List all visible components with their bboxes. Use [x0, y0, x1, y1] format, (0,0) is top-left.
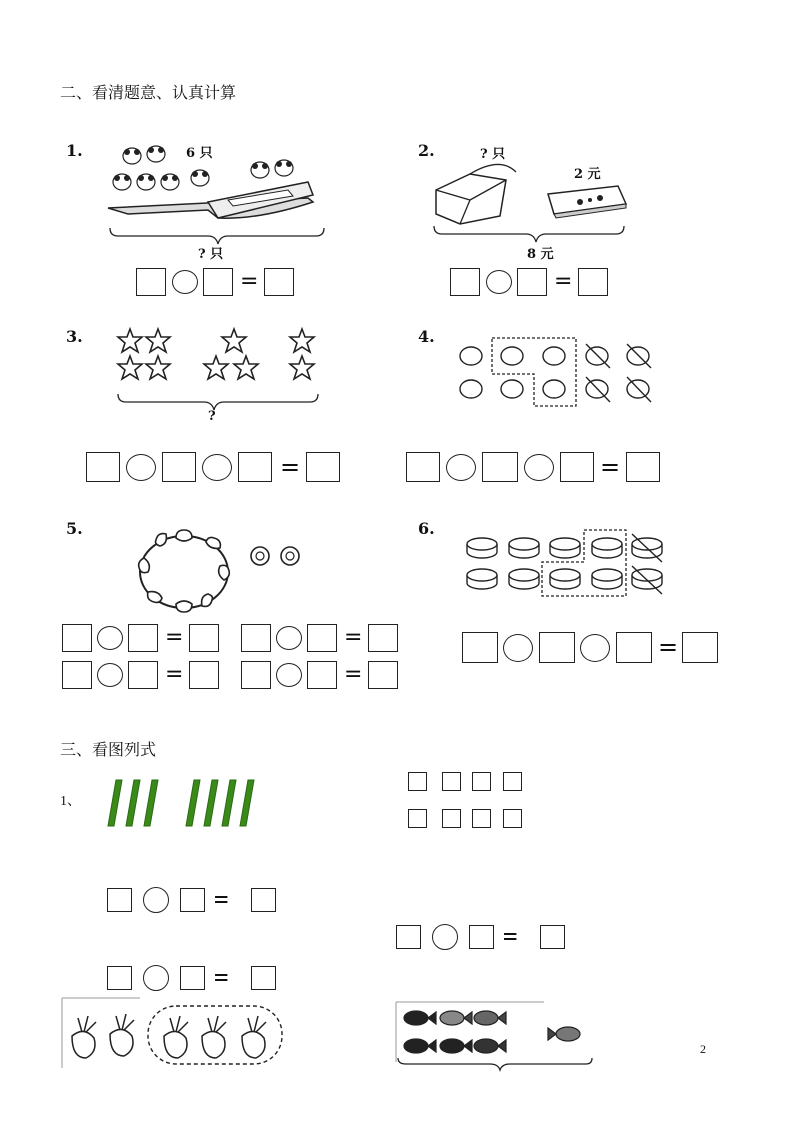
- answer-box[interactable]: [306, 452, 340, 482]
- star-icon: [146, 329, 170, 352]
- question-3-number: 3.: [66, 327, 83, 346]
- operator-circle[interactable]: [276, 663, 302, 687]
- circle-icon: [543, 380, 565, 398]
- stick-icon: [222, 780, 236, 826]
- stick-icon: [186, 780, 200, 826]
- operator-circle[interactable]: [446, 454, 476, 481]
- sticks-picture: [100, 778, 270, 830]
- answer-box[interactable]: [136, 268, 166, 296]
- question-5-number: 5.: [66, 519, 83, 538]
- circle-icon: [460, 380, 482, 398]
- answer-box[interactable]: [238, 452, 272, 482]
- answer-box[interactable]: [264, 268, 294, 296]
- equals-sign: =: [280, 453, 301, 481]
- equals-sign: =: [240, 269, 259, 294]
- q2-box-label: 2 元: [574, 167, 601, 182]
- necklace-picture: [134, 528, 314, 618]
- answer-box[interactable]: [368, 661, 398, 689]
- coin-stack-icon: [632, 569, 662, 589]
- answer-box[interactable]: [203, 268, 233, 296]
- operator-circle[interactable]: [432, 924, 458, 950]
- coin-stack-icon: [550, 569, 580, 589]
- square-icon: [442, 772, 461, 791]
- operator-circle[interactable]: [580, 634, 610, 662]
- coin-stack-icon: [550, 538, 580, 558]
- answer-box[interactable]: [162, 452, 196, 482]
- answer-box[interactable]: [682, 632, 718, 663]
- circle-icon: [501, 380, 523, 398]
- fish-icon: [474, 1039, 506, 1053]
- answer-box[interactable]: [128, 624, 158, 652]
- coin-stack-icon: [592, 569, 622, 589]
- q2-bottom-label: 8 元: [527, 247, 554, 262]
- coin-stack-icon: [592, 538, 622, 558]
- operator-circle[interactable]: [126, 454, 156, 481]
- coin-stack-icon: [467, 538, 497, 558]
- coin-stack-icon: [509, 569, 539, 589]
- question-6-number: 6.: [418, 519, 435, 538]
- star-icon: [118, 356, 142, 379]
- answer-box[interactable]: [368, 624, 398, 652]
- answer-box[interactable]: [450, 268, 480, 296]
- answer-box[interactable]: [560, 452, 594, 482]
- stick-icon: [204, 780, 218, 826]
- question-2-number: 2.: [418, 141, 435, 160]
- equals-sign: =: [344, 662, 363, 687]
- stick-icon: [108, 780, 122, 826]
- star-icon: [290, 356, 314, 379]
- answer-box[interactable]: [307, 624, 337, 652]
- coin-stack-icon: [467, 569, 497, 589]
- answer-box[interactable]: [540, 925, 565, 949]
- star-icon: [146, 356, 170, 379]
- stick-icon: [126, 780, 140, 826]
- stick-icon: [240, 780, 254, 826]
- circle-icon: [460, 347, 482, 365]
- answer-box[interactable]: [241, 624, 271, 652]
- coin-stack-icon: [509, 538, 539, 558]
- answer-box[interactable]: [517, 268, 547, 296]
- equals-sign: =: [214, 963, 229, 991]
- star-icon: [290, 329, 314, 352]
- puppy-boat-picture: [108, 140, 328, 260]
- answer-box[interactable]: [396, 925, 421, 949]
- q2-bag-label: ? 只: [480, 147, 506, 162]
- operator-circle[interactable]: [524, 454, 554, 481]
- operator-circle[interactable]: [97, 626, 123, 650]
- answer-box[interactable]: [307, 661, 337, 689]
- stick-icon: [144, 780, 158, 826]
- operator-circle[interactable]: [143, 887, 169, 913]
- equals-sign: =: [503, 922, 518, 950]
- page-number: 2: [700, 1042, 706, 1056]
- radish-picture: [60, 996, 292, 1070]
- star-icon: [204, 356, 228, 379]
- square-icon: [472, 772, 491, 791]
- answer-box[interactable]: [626, 452, 660, 482]
- star-icon: [118, 329, 142, 352]
- circle-icon: [543, 347, 565, 365]
- answer-box[interactable]: [62, 624, 92, 652]
- operator-circle[interactable]: [143, 965, 169, 991]
- answer-box[interactable]: [241, 661, 271, 689]
- equals-sign: =: [554, 269, 573, 294]
- fish-icon: [440, 1011, 472, 1025]
- square-icon: [503, 809, 522, 828]
- question-4-number: 4.: [418, 327, 435, 346]
- equals-sign: =: [214, 885, 229, 913]
- fish-icon: [404, 1039, 436, 1053]
- equals-sign: =: [165, 625, 184, 650]
- coins-picture: [462, 528, 672, 602]
- q1-bottom-label: ? 只: [198, 247, 224, 262]
- answer-box[interactable]: [539, 632, 575, 663]
- answer-box[interactable]: [128, 661, 158, 689]
- star-icon: [222, 329, 246, 352]
- answer-box[interactable]: [189, 661, 219, 689]
- answer-box[interactable]: [86, 452, 120, 482]
- fish-picture: [394, 998, 594, 1070]
- answer-box[interactable]: [482, 452, 518, 482]
- question-1-number: 1.: [66, 141, 83, 160]
- q3-bottom-label: ?: [208, 409, 216, 424]
- operator-circle[interactable]: [503, 634, 533, 662]
- answer-box[interactable]: [616, 632, 652, 663]
- equals-sign: =: [600, 453, 621, 481]
- operator-circle[interactable]: [97, 663, 123, 687]
- equals-sign: =: [165, 662, 184, 687]
- star-icon: [234, 356, 258, 379]
- fish-icon: [474, 1011, 506, 1025]
- answer-box[interactable]: [189, 624, 219, 652]
- section-three-title: 三、看图列式: [60, 740, 157, 759]
- fish-icon: [440, 1039, 472, 1053]
- circle-icon: [501, 347, 523, 365]
- bag-and-pencil-box-picture: [430, 160, 640, 240]
- answer-box[interactable]: [107, 966, 132, 990]
- operator-circle[interactable]: [172, 270, 198, 294]
- q1-top-label: 6 只: [186, 146, 213, 161]
- operator-circle[interactable]: [486, 270, 512, 294]
- answer-box[interactable]: [251, 888, 276, 912]
- answer-box[interactable]: [406, 452, 440, 482]
- answer-box[interactable]: [62, 661, 92, 689]
- pencil-box-picture: [548, 186, 626, 218]
- equals-sign: =: [344, 625, 363, 650]
- answer-box[interactable]: [462, 632, 498, 663]
- square-icon: [472, 809, 491, 828]
- answer-box[interactable]: [107, 888, 132, 912]
- equals-sign: =: [658, 633, 679, 661]
- square-icon: [503, 772, 522, 791]
- square-icon: [408, 772, 427, 791]
- answer-box[interactable]: [251, 966, 276, 990]
- answer-box[interactable]: [180, 966, 205, 990]
- operator-circle[interactable]: [276, 626, 302, 650]
- section-three-question-1-number: 1、: [60, 794, 81, 809]
- answer-box[interactable]: [578, 268, 608, 296]
- bag-picture: [436, 164, 516, 224]
- answer-box[interactable]: [469, 925, 494, 949]
- square-icon: [442, 809, 461, 828]
- square-icon: [408, 809, 427, 828]
- stars-picture: [116, 326, 322, 416]
- circles-picture: [456, 336, 666, 410]
- fish-icon: [548, 1027, 580, 1041]
- operator-circle[interactable]: [202, 454, 232, 481]
- answer-box[interactable]: [180, 888, 205, 912]
- section-two-title: 二、看清题意、认真计算: [60, 83, 237, 102]
- fish-icon: [404, 1011, 436, 1025]
